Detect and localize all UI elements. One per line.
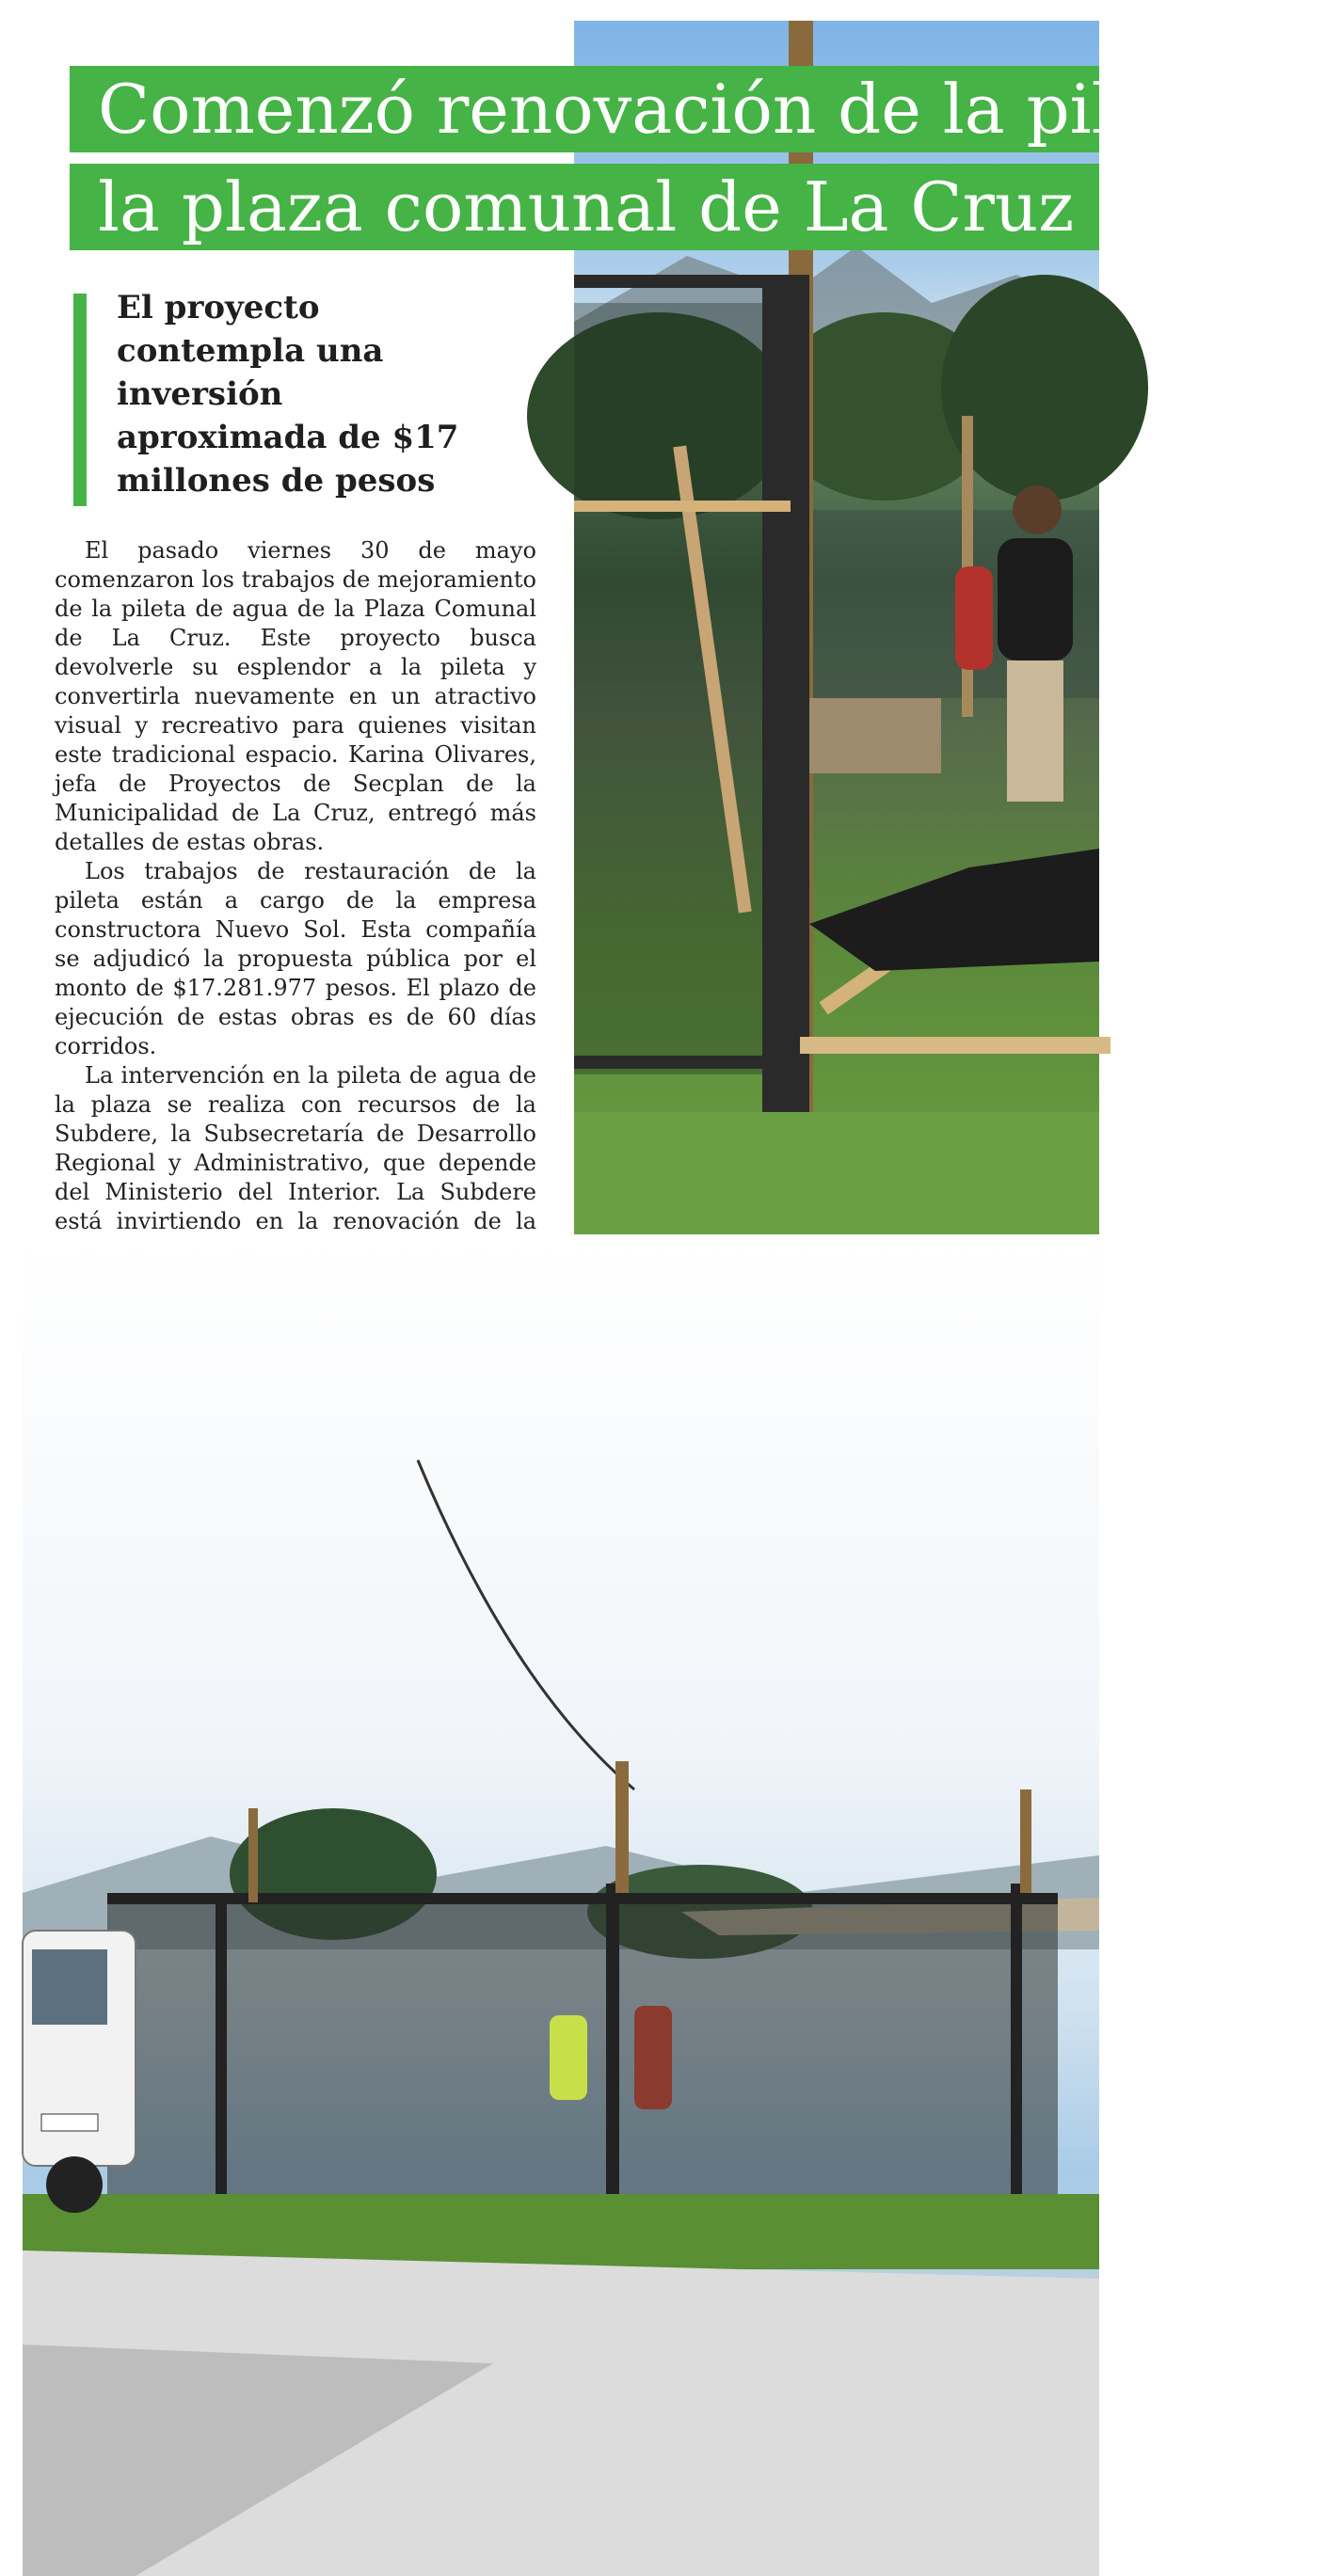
plaza-photo-bottom-art [23, 1234, 1099, 2576]
article-body [55, 536, 536, 1295]
plaza-photo-bottom [23, 1234, 1099, 2576]
article-paragraph: Los trabajos de restauración de la pileta están a cargo de la empresa constructora Nuevo Sol. Esta compañía se adjudicó la propuesta pública por el monto de $17.281.977 pesos. El plazo de ejecución de estas obras es de 60 días corridos. [55, 858, 536, 1059]
subheadline-accent-bar [73, 294, 87, 506]
headline-line-1: Comenzó renovación de la pileta de [70, 66, 1099, 152]
article-paragraph: El pasado viernes 30 de mayo comenzaron los trabajos de mejoramiento de la pileta de agua de la Plaza Comunal de La Cruz. Este proyecto busca devolverle su esplendor a la pileta y convertirla nuevamente en un atractivo visual y recreativo para quienes visitan este tradicional espacio. Karina Olivares, jefa de Proyectos de Secplan de la Municipalidad de La Cruz, entregó más detalles de estas obras. [55, 537, 536, 855]
subheadline: El proyecto contempla una inversión aproximada de $17 millones de pesos [117, 289, 459, 500]
article-paragraph: La intervención en la pileta de agua de la plaza se realiza con recursos de la Subdere, la Subsecretaría de Desarrollo Regional y Administrativo, que depende del Ministerio del Interior. La Subdere está invirtiendo en la renovación de la [55, 1062, 536, 1234]
headline-line-2: la plaza comunal de La Cruz [70, 164, 1099, 250]
